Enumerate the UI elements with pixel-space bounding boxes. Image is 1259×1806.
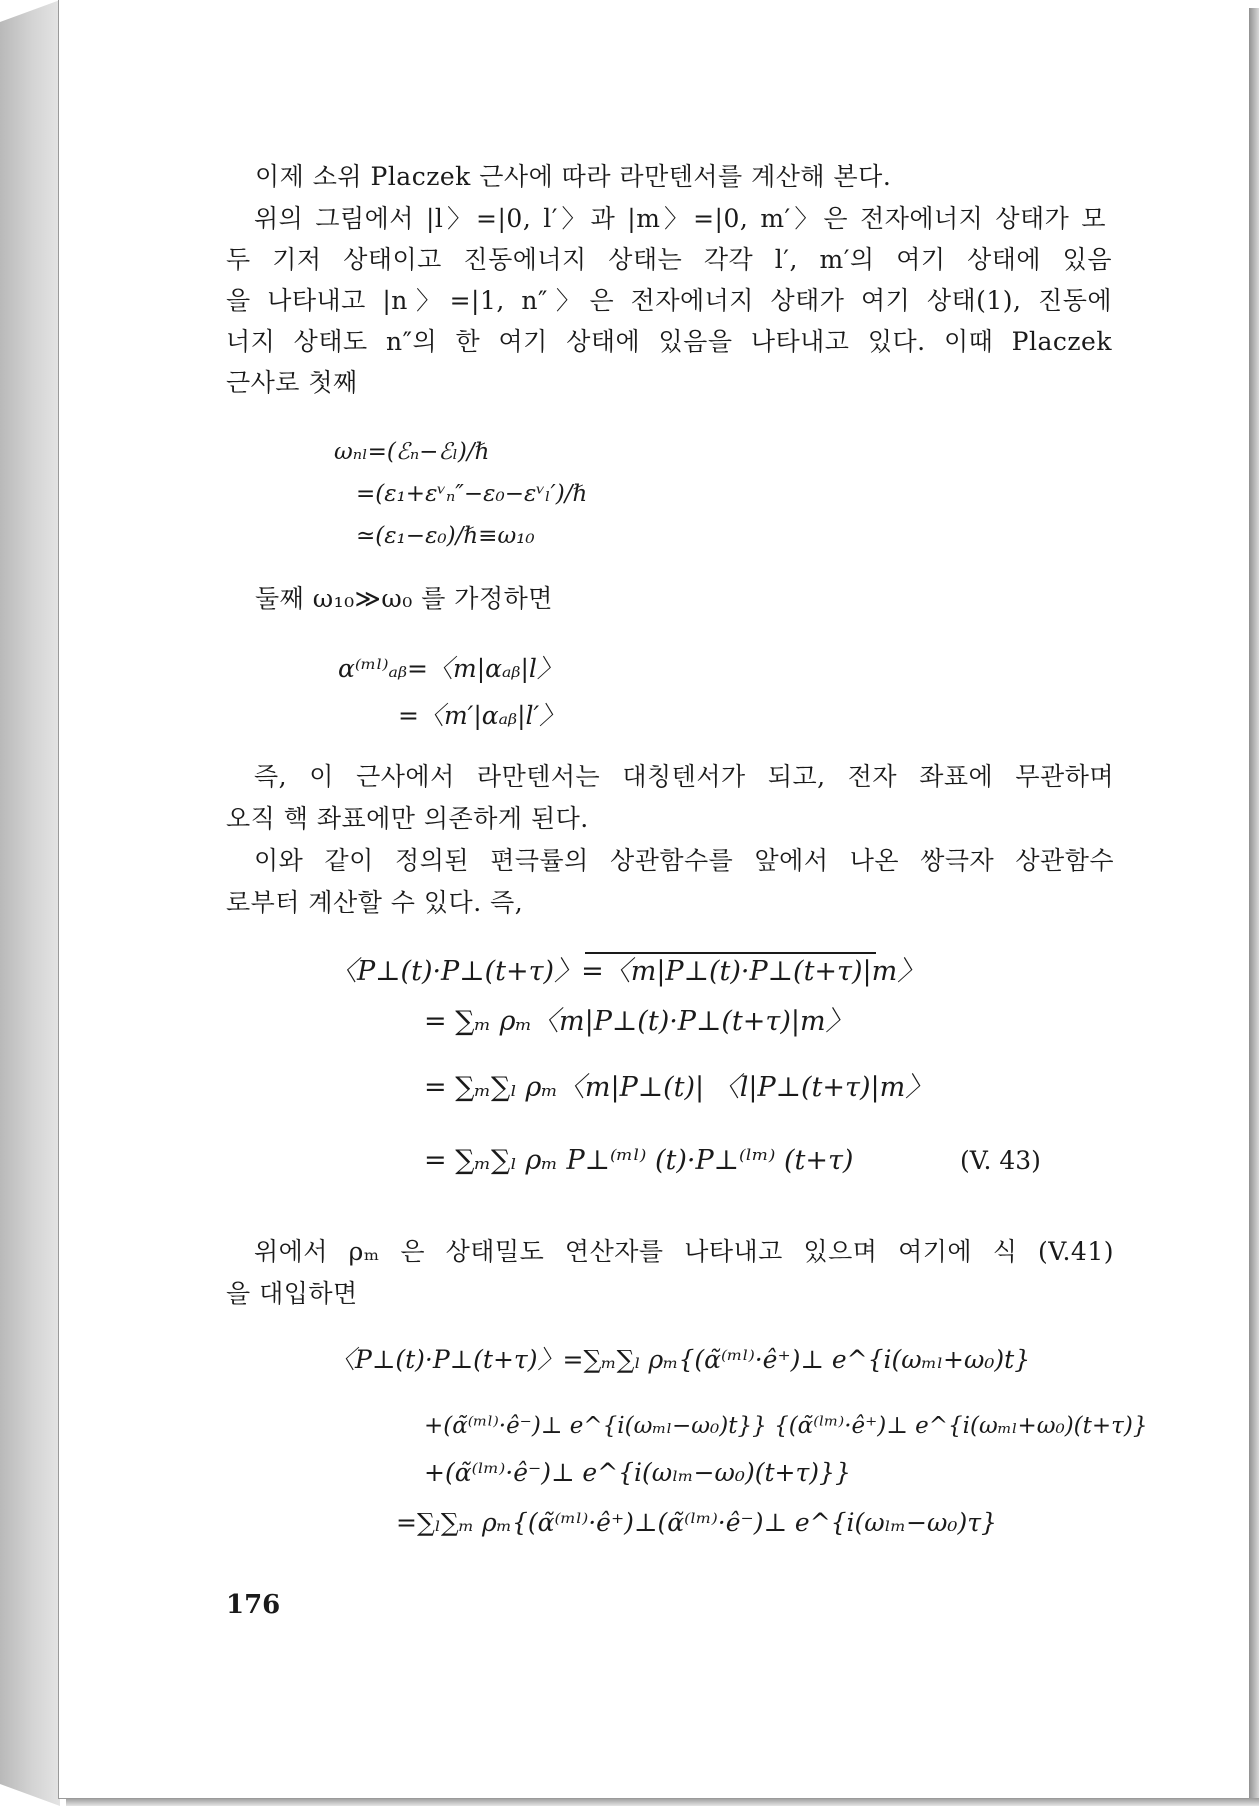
paragraph-symmetric-line-2: 오직 핵 좌표에만 의존하게 된다. <box>226 804 589 833</box>
paragraph-states-line-1: 위의 그림에서 |l〉=|0, l′〉과 |m〉=|0, m′〉은 전자에너지 상태가 모 <box>254 204 1106 233</box>
paragraph-intro: 이제 소위 Placzek 근사에 따라 라만텐서를 계산해 본다. <box>255 162 892 191</box>
equation-correlation-line-1: 〈P⊥(t)·P⊥(t+τ)〉=〈m|P⊥(t)·P⊥(t+τ)|m〉 <box>330 956 925 987</box>
page-bottom-shadow <box>66 1798 1259 1806</box>
equation-number: (V. 43) <box>960 1146 1041 1175</box>
equation-correlation-line-4: = ∑ₘ∑ₗ ρₘ P⊥⁽ᵐˡ⁾ (t)·P⊥⁽ˡᵐ⁾ (t+τ) <box>424 1145 854 1176</box>
page-right-shadow <box>1248 8 1259 1806</box>
page-number: 176 <box>226 1590 281 1620</box>
equation-substitution-line-1: 〈P⊥(t)·P⊥(t+τ)〉=∑ₘ∑ₗ ρₘ{(α̃⁽ᵐˡ⁾·ê⁺)⊥ e^{i(ωₘₗ+ω₀)t} <box>330 1345 1031 1374</box>
equation-omega-line-2: =(ε₁+εᵛₙ″−ε₀−εᵛₗ′)/ℏ <box>356 481 588 507</box>
paragraph-correlation-line-1: 이와 같이 정의된 편극률의 상관함수를 앞에서 나온 쌍극자 상관함수 <box>254 846 1114 875</box>
equation-correlation-line-2: = ∑ₘ ρₘ〈m|P⊥(t)·P⊥(t+τ)|m〉 <box>424 1006 853 1037</box>
paragraph-states-line-2: 두 기저 상태이고 진동에너지 상태는 각각 l′, m′의 여기 상태에 있음 <box>226 245 1112 274</box>
paragraph-correlation-line-2: 로부터 계산할 수 있다. 즉, <box>226 888 524 917</box>
paragraph-substitute-line-1: 위에서 ρₘ 은 상태밀도 연산자를 나타내고 있으며 여기에 식 (V.41) <box>254 1237 1114 1266</box>
paragraph-assume: 둘째 ω₁₀≫ω₀ 를 가정하면 <box>255 584 553 613</box>
equation-omega-line-1: ωₙₗ=(ℰₙ−ℰₗ)/ℏ <box>334 439 490 465</box>
equation-omega-line-3: ≃(ε₁−ε₀)/ℏ≡ω₁₀ <box>356 523 535 549</box>
paragraph-symmetric-line-1: 즉, 이 근사에서 라만텐서는 대칭텐서가 되고, 전자 좌표에 무관하며 <box>254 762 1114 791</box>
equation-substitution-line-4: =∑ₗ∑ₘ ρₘ{(α̃⁽ᵐˡ⁾·ê⁺)⊥(α̃⁽ˡᵐ⁾·ê⁻)⊥ e^{i(ωₗₘ−ω₀)τ} <box>396 1508 997 1537</box>
paragraph-states-line-4: 너지 상태도 n″의 한 여기 상태에 있음을 나타내고 있다. 이때 Placzek <box>226 327 1112 356</box>
paragraph-states-line-3: 을 나타내고 |n〉=|1, n″〉은 전자에너지 상태가 여기 상태(1), 진동에 <box>226 286 1112 315</box>
paragraph-substitute-line-2: 을 대입하면 <box>226 1279 358 1308</box>
equation-substitution-line-2: +(α̃⁽ᵐˡ⁾·ê⁻)⊥ e^{i(ωₘₗ−ω₀)t}} {(α̃⁽ˡᵐ⁾·ê⁺)⊥ e^{i(ωₘₗ+ω₀)(t+τ)} <box>424 1413 1148 1439</box>
book-spine <box>0 0 60 1806</box>
equation-alpha-line-1: α⁽ᵐˡ⁾ₐᵦ=〈m|αₐᵦ|l〉 <box>338 654 562 683</box>
paragraph-states-line-5: 근사로 첫째 <box>226 368 358 397</box>
equation-alpha-line-2: =〈m′|αₐᵦ|l′〉 <box>398 701 565 730</box>
equation-correlation-line-3: = ∑ₘ∑ₗ ρₘ〈m|P⊥(t)| 〈l|P⊥(t+τ)|m〉 <box>424 1072 933 1103</box>
equation-substitution-line-3: +(α̃⁽ˡᵐ⁾·ê⁻)⊥ e^{i(ωₗₘ−ω₀)(t+τ)}} <box>424 1458 851 1487</box>
